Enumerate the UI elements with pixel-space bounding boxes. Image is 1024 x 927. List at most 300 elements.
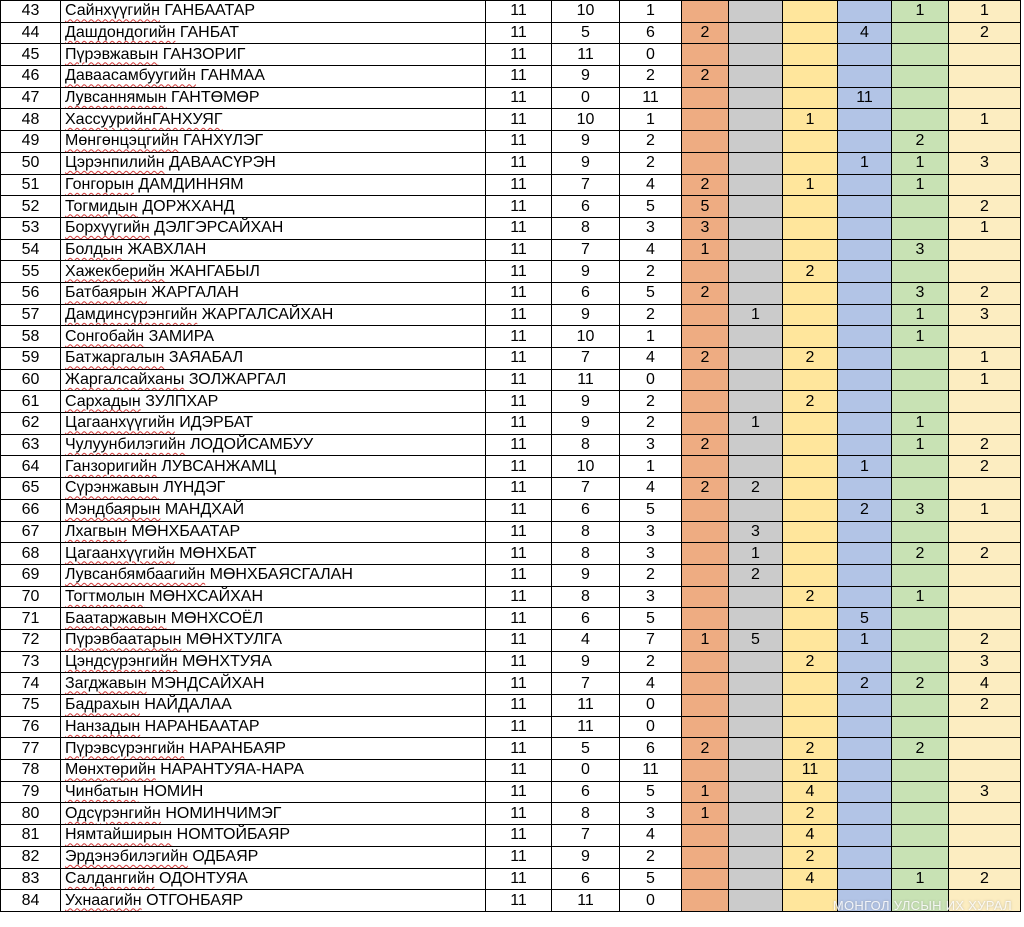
category-cell-4 xyxy=(838,868,892,890)
category-cell-2 xyxy=(729,760,783,782)
total-cell: 11 xyxy=(486,196,552,218)
category-cell-3 xyxy=(783,434,838,456)
member-surname: Бадрахын xyxy=(65,696,140,714)
table-row xyxy=(1,608,1021,630)
absent-cell: 5 xyxy=(620,282,682,304)
member-given-name: МӨНХСОЁЛ xyxy=(170,609,264,627)
member-surname: Чулуунбилэгийн xyxy=(65,436,186,454)
total-cell: 11 xyxy=(486,44,552,66)
category-cell-2 xyxy=(729,369,783,391)
category-cell-1: 2 xyxy=(682,738,729,760)
category-cell-6 xyxy=(949,478,1021,500)
category-cell-6 xyxy=(949,174,1021,196)
total-cell: 11 xyxy=(486,738,552,760)
total-cell: 11 xyxy=(486,369,552,391)
row-number-cell: 73 xyxy=(1,651,61,673)
member-surname: Сайнхүүгийн xyxy=(65,2,160,20)
member-given-name: ЗАМИРА xyxy=(148,327,215,345)
total-cell: 11 xyxy=(486,521,552,543)
absent-cell: 3 xyxy=(620,434,682,456)
member-surname: Одсүрэнгийн xyxy=(65,804,161,822)
row-number-cell: 56 xyxy=(1,282,61,304)
present-cell: 0 xyxy=(552,760,620,782)
absent-cell: 3 xyxy=(620,803,682,825)
present-cell: 5 xyxy=(552,738,620,760)
category-cell-1: 1 xyxy=(682,781,729,803)
category-cell-3: 2 xyxy=(783,348,838,370)
category-cell-4 xyxy=(838,326,892,348)
absent-cell: 4 xyxy=(620,348,682,370)
category-cell-3 xyxy=(783,369,838,391)
category-cell-4 xyxy=(838,217,892,239)
category-cell-2 xyxy=(729,738,783,760)
member-name-cell xyxy=(61,543,486,565)
member-name-cell xyxy=(61,66,486,88)
absent-cell: 5 xyxy=(620,499,682,521)
category-cell-3 xyxy=(783,673,838,695)
member-name-cell xyxy=(61,564,486,586)
table-row xyxy=(1,781,1021,803)
category-cell-1 xyxy=(682,564,729,586)
category-cell-5 xyxy=(892,760,949,782)
category-cell-6: 3 xyxy=(949,651,1021,673)
category-cell-2 xyxy=(729,608,783,630)
present-cell: 8 xyxy=(552,803,620,825)
category-cell-6: 2 xyxy=(949,695,1021,717)
category-cell-5 xyxy=(892,478,949,500)
table-row xyxy=(1,651,1021,673)
total-cell: 11 xyxy=(486,825,552,847)
category-cell-2 xyxy=(729,174,783,196)
total-cell: 11 xyxy=(486,131,552,153)
absent-cell: 1 xyxy=(620,456,682,478)
row-number-cell: 64 xyxy=(1,456,61,478)
member-surname: Даваасамбуугийн xyxy=(65,67,196,85)
category-cell-5 xyxy=(892,87,949,109)
category-cell-4 xyxy=(838,760,892,782)
row-number-cell: 63 xyxy=(1,434,61,456)
category-cell-1: 1 xyxy=(682,239,729,261)
category-cell-5: 1 xyxy=(892,326,949,348)
member-given-name: ОДОНТУЯА xyxy=(159,869,248,887)
category-cell-4 xyxy=(838,781,892,803)
category-cell-1: 2 xyxy=(682,66,729,88)
member-given-name: МЭНДСАЙХАН xyxy=(150,674,265,692)
total-cell: 11 xyxy=(486,239,552,261)
member-name-cell xyxy=(61,348,486,370)
category-cell-6 xyxy=(949,326,1021,348)
category-cell-6: 2 xyxy=(949,456,1021,478)
category-cell-2 xyxy=(729,66,783,88)
absent-cell: 4 xyxy=(620,239,682,261)
category-cell-2 xyxy=(729,673,783,695)
category-cell-3: 2 xyxy=(783,586,838,608)
row-number-cell: 76 xyxy=(1,716,61,738)
member-name-cell xyxy=(61,391,486,413)
row-number-cell: 81 xyxy=(1,825,61,847)
row-number-cell: 69 xyxy=(1,564,61,586)
category-cell-3 xyxy=(783,44,838,66)
category-cell-4 xyxy=(838,369,892,391)
member-name-cell xyxy=(61,586,486,608)
member-given-name: ЖАРГАЛАН xyxy=(151,284,239,302)
present-cell: 7 xyxy=(552,239,620,261)
total-cell: 11 xyxy=(486,22,552,44)
total-cell: 11 xyxy=(486,543,552,565)
category-cell-5 xyxy=(892,564,949,586)
table-row xyxy=(1,131,1021,153)
absent-cell: 0 xyxy=(620,44,682,66)
row-number-cell: 79 xyxy=(1,781,61,803)
present-cell: 6 xyxy=(552,282,620,304)
category-cell-3 xyxy=(783,217,838,239)
member-given-name: МӨНХБАЯСГАЛАН xyxy=(209,566,353,584)
category-cell-6 xyxy=(949,131,1021,153)
present-cell: 9 xyxy=(552,131,620,153)
category-cell-6: 3 xyxy=(949,304,1021,326)
category-cell-5: 3 xyxy=(892,282,949,304)
member-surname: Лувсанбямбаагийн xyxy=(65,566,206,584)
member-name-cell xyxy=(61,44,486,66)
row-number-cell: 70 xyxy=(1,586,61,608)
present-cell: 8 xyxy=(552,521,620,543)
member-name-cell xyxy=(61,434,486,456)
category-cell-6: 2 xyxy=(949,434,1021,456)
category-cell-6: 1 xyxy=(949,217,1021,239)
category-cell-1 xyxy=(682,109,729,131)
table-row xyxy=(1,1,1021,23)
category-cell-5 xyxy=(892,716,949,738)
present-cell: 6 xyxy=(552,196,620,218)
present-cell: 9 xyxy=(552,564,620,586)
row-number-cell: 67 xyxy=(1,521,61,543)
category-cell-1: 3 xyxy=(682,217,729,239)
row-number-cell: 46 xyxy=(1,66,61,88)
row-number-cell: 75 xyxy=(1,695,61,717)
category-cell-5: 1 xyxy=(892,434,949,456)
total-cell: 11 xyxy=(486,434,552,456)
absent-cell: 2 xyxy=(620,413,682,435)
category-cell-2: 3 xyxy=(729,521,783,543)
table-row xyxy=(1,87,1021,109)
category-cell-2 xyxy=(729,217,783,239)
member-given-name: ЛОДОЙСАМБУУ xyxy=(190,436,314,454)
row-number-cell: 82 xyxy=(1,846,61,868)
member-name-cell xyxy=(61,868,486,890)
present-cell: 10 xyxy=(552,1,620,23)
absent-cell: 3 xyxy=(620,543,682,565)
category-cell-1 xyxy=(682,695,729,717)
member-given-name: ЗАЯАБАЛ xyxy=(168,349,244,367)
member-given-name: НОМТОЙБАЯР xyxy=(176,826,291,844)
category-cell-2: 2 xyxy=(729,564,783,586)
total-cell: 11 xyxy=(486,695,552,717)
total-cell: 11 xyxy=(486,174,552,196)
row-number-cell: 80 xyxy=(1,803,61,825)
category-cell-1: 2 xyxy=(682,174,729,196)
member-name-cell xyxy=(61,673,486,695)
category-cell-1: 2 xyxy=(682,478,729,500)
category-cell-1: 5 xyxy=(682,196,729,218)
member-surname: Жаргалсайханы xyxy=(65,371,185,389)
category-cell-2: 2 xyxy=(729,478,783,500)
row-number-cell: 52 xyxy=(1,196,61,218)
category-cell-2 xyxy=(729,1,783,23)
absent-cell: 2 xyxy=(620,66,682,88)
category-cell-4 xyxy=(838,391,892,413)
category-cell-4 xyxy=(838,825,892,847)
category-cell-5: 1 xyxy=(892,868,949,890)
member-name-cell xyxy=(61,239,486,261)
absent-cell: 5 xyxy=(620,196,682,218)
present-cell: 11 xyxy=(552,695,620,717)
category-cell-3: 2 xyxy=(783,803,838,825)
category-cell-2 xyxy=(729,239,783,261)
category-cell-6 xyxy=(949,738,1021,760)
category-cell-1 xyxy=(682,413,729,435)
present-cell: 9 xyxy=(552,651,620,673)
member-given-name: ДЭЛГЭРСАЙХАН xyxy=(154,219,284,237)
row-number-cell: 74 xyxy=(1,673,61,695)
present-cell: 11 xyxy=(552,716,620,738)
category-cell-1: 2 xyxy=(682,348,729,370)
category-cell-1 xyxy=(682,608,729,630)
present-cell: 9 xyxy=(552,261,620,283)
category-cell-3: 1 xyxy=(783,174,838,196)
table-row xyxy=(1,369,1021,391)
row-number-cell: 58 xyxy=(1,326,61,348)
member-name-cell xyxy=(61,131,486,153)
category-cell-2 xyxy=(729,196,783,218)
table-row xyxy=(1,22,1021,44)
category-cell-4 xyxy=(838,434,892,456)
member-surname: Болдын xyxy=(65,240,124,258)
category-cell-6 xyxy=(949,716,1021,738)
category-cell-6 xyxy=(949,87,1021,109)
member-name-cell xyxy=(61,629,486,651)
category-cell-3 xyxy=(783,1,838,23)
total-cell: 11 xyxy=(486,846,552,868)
category-cell-4 xyxy=(838,44,892,66)
row-number-cell: 72 xyxy=(1,629,61,651)
table-row xyxy=(1,564,1021,586)
member-surname: Батжаргалын xyxy=(65,349,165,367)
absent-cell: 6 xyxy=(620,22,682,44)
member-given-name: ИДЭРБАТ xyxy=(179,414,254,432)
table-row xyxy=(1,196,1021,218)
present-cell: 9 xyxy=(552,846,620,868)
category-cell-3 xyxy=(783,131,838,153)
absent-cell: 3 xyxy=(620,586,682,608)
member-name-cell xyxy=(61,521,486,543)
table-row xyxy=(1,760,1021,782)
absent-cell: 11 xyxy=(620,87,682,109)
category-cell-4 xyxy=(838,174,892,196)
member-given-name: ОДБАЯР xyxy=(192,848,259,866)
total-cell: 11 xyxy=(486,803,552,825)
category-cell-4: 4 xyxy=(838,22,892,44)
category-cell-5 xyxy=(892,695,949,717)
table-row xyxy=(1,109,1021,131)
member-surname: Цагаанхүүгийн xyxy=(65,544,175,562)
member-surname: Цэрэнпилийн xyxy=(65,154,165,172)
category-cell-2 xyxy=(729,651,783,673)
member-surname: Борхүүгийн xyxy=(65,219,150,237)
present-cell: 10 xyxy=(552,326,620,348)
absent-cell: 0 xyxy=(620,695,682,717)
category-cell-5: 1 xyxy=(892,152,949,174)
table-row xyxy=(1,478,1021,500)
total-cell: 11 xyxy=(486,261,552,283)
member-name-cell xyxy=(61,282,486,304)
category-cell-6 xyxy=(949,564,1021,586)
category-cell-4 xyxy=(838,239,892,261)
category-cell-4 xyxy=(838,109,892,131)
category-cell-4 xyxy=(838,651,892,673)
table-body xyxy=(1,1,1021,912)
category-cell-3 xyxy=(783,22,838,44)
absent-cell: 5 xyxy=(620,781,682,803)
table-row xyxy=(1,695,1021,717)
category-cell-6 xyxy=(949,44,1021,66)
total-cell: 11 xyxy=(486,586,552,608)
category-cell-4: 1 xyxy=(838,629,892,651)
category-cell-5: 1 xyxy=(892,586,949,608)
row-number-cell: 71 xyxy=(1,608,61,630)
category-cell-2: 1 xyxy=(729,543,783,565)
absent-cell: 2 xyxy=(620,391,682,413)
row-number-cell: 54 xyxy=(1,239,61,261)
category-cell-4 xyxy=(838,803,892,825)
member-name-cell xyxy=(61,22,486,44)
category-cell-4: 1 xyxy=(838,456,892,478)
category-cell-1 xyxy=(682,304,729,326)
row-number-cell: 66 xyxy=(1,499,61,521)
member-surname: Мөнгөнцэцгийн xyxy=(65,132,179,150)
absent-cell: 6 xyxy=(620,738,682,760)
category-cell-1 xyxy=(682,391,729,413)
category-cell-3 xyxy=(783,456,838,478)
member-given-name: НОМИН xyxy=(142,783,204,801)
category-cell-5 xyxy=(892,521,949,543)
table-row xyxy=(1,434,1021,456)
table-row xyxy=(1,152,1021,174)
member-surname: Пүрэвжавын xyxy=(65,45,159,63)
category-cell-2: 5 xyxy=(729,629,783,651)
member-surname: Чинбатын xyxy=(65,783,139,801)
member-given-name: МӨНХТУЛГА xyxy=(185,631,283,649)
category-cell-3: 2 xyxy=(783,261,838,283)
category-cell-5 xyxy=(892,66,949,88)
table-row xyxy=(1,846,1021,868)
table-row xyxy=(1,348,1021,370)
category-cell-4: 11 xyxy=(838,87,892,109)
category-cell-2 xyxy=(729,868,783,890)
absent-cell: 2 xyxy=(620,846,682,868)
category-cell-3: 2 xyxy=(783,651,838,673)
member-surname: Лхагвын xyxy=(65,522,127,540)
total-cell: 11 xyxy=(486,152,552,174)
table-row xyxy=(1,868,1021,890)
present-cell: 8 xyxy=(552,217,620,239)
total-cell: 11 xyxy=(486,456,552,478)
member-name-cell xyxy=(61,760,486,782)
category-cell-3 xyxy=(783,304,838,326)
category-cell-3 xyxy=(783,629,838,651)
category-cell-6: 3 xyxy=(949,781,1021,803)
category-cell-4 xyxy=(838,521,892,543)
category-cell-2: 1 xyxy=(729,413,783,435)
category-cell-5 xyxy=(892,825,949,847)
category-cell-2 xyxy=(729,87,783,109)
row-number-cell: 48 xyxy=(1,109,61,131)
present-cell: 7 xyxy=(552,348,620,370)
category-cell-5: 3 xyxy=(892,239,949,261)
member-surname: Лувсаннямын xyxy=(65,89,167,107)
present-cell: 7 xyxy=(552,825,620,847)
category-cell-3 xyxy=(783,716,838,738)
total-cell: 11 xyxy=(486,868,552,890)
present-cell: 0 xyxy=(552,87,620,109)
member-given-name: ЖАВХЛАН xyxy=(127,240,207,258)
category-cell-3: 2 xyxy=(783,738,838,760)
member-name-cell xyxy=(61,890,486,912)
member-given-name: ДАМДИННЯМ xyxy=(138,175,244,193)
category-cell-1 xyxy=(682,868,729,890)
member-given-name: ЗОЛЖАРГАЛ xyxy=(188,371,287,389)
category-cell-4 xyxy=(838,478,892,500)
present-cell: 6 xyxy=(552,868,620,890)
table-row xyxy=(1,304,1021,326)
absent-cell: 2 xyxy=(620,152,682,174)
category-cell-1 xyxy=(682,651,729,673)
row-number-cell: 84 xyxy=(1,890,61,912)
member-name-cell xyxy=(61,326,486,348)
category-cell-5: 2 xyxy=(892,131,949,153)
member-name-cell xyxy=(61,738,486,760)
member-given-name: ДОРЖХАНД xyxy=(142,197,235,215)
member-name-cell xyxy=(61,217,486,239)
table-row xyxy=(1,629,1021,651)
row-number-cell: 65 xyxy=(1,478,61,500)
category-cell-6 xyxy=(949,66,1021,88)
table-row xyxy=(1,282,1021,304)
category-cell-4 xyxy=(838,304,892,326)
total-cell: 11 xyxy=(486,760,552,782)
category-cell-6: 1 xyxy=(949,1,1021,23)
category-cell-4 xyxy=(838,282,892,304)
member-name-cell xyxy=(61,499,486,521)
table-row xyxy=(1,738,1021,760)
present-cell: 9 xyxy=(552,304,620,326)
category-cell-4 xyxy=(838,196,892,218)
total-cell: 11 xyxy=(486,304,552,326)
category-cell-2 xyxy=(729,890,783,912)
category-cell-2 xyxy=(729,716,783,738)
category-cell-1 xyxy=(682,846,729,868)
member-surname: Пүрэвсүрэнгийн xyxy=(65,739,185,757)
row-number-cell: 45 xyxy=(1,44,61,66)
present-cell: 10 xyxy=(552,456,620,478)
category-cell-5 xyxy=(892,44,949,66)
category-cell-5 xyxy=(892,781,949,803)
row-number-cell: 44 xyxy=(1,22,61,44)
category-cell-5: 2 xyxy=(892,738,949,760)
member-name-cell xyxy=(61,369,486,391)
category-cell-1 xyxy=(682,1,729,23)
category-cell-6: 2 xyxy=(949,22,1021,44)
category-cell-5 xyxy=(892,651,949,673)
